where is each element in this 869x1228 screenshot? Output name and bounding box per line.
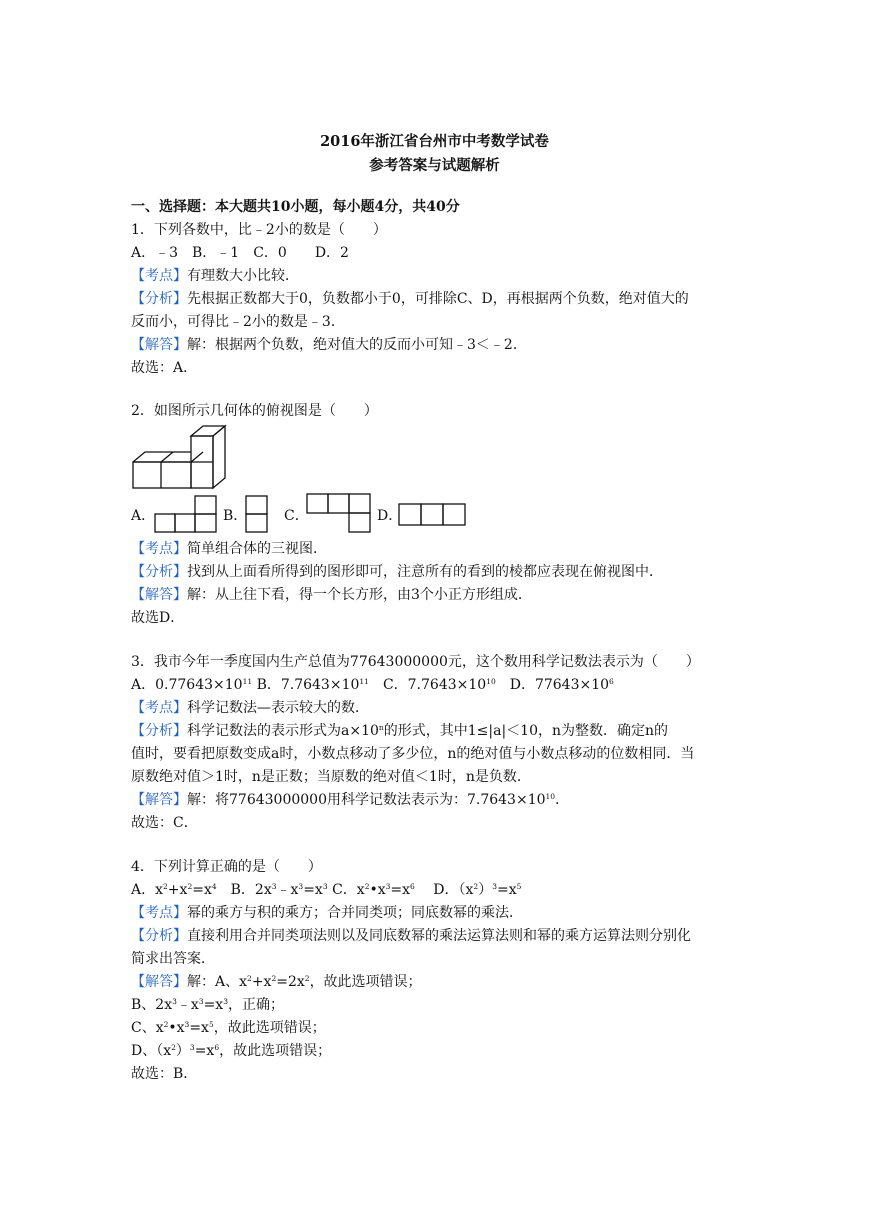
q3-fenxi-text-3: 原数绝对值＞1时，n是正数；当原数的绝对值＜1时，n是负数． [131, 769, 531, 785]
q1-jieda-text: 解：根据两个负数，绝对值大的反而小可知﹣3＜﹣2． [187, 337, 527, 353]
q4-line-d: D、$(x^2)^3=x^6$，故此选项错误； [131, 1043, 332, 1059]
q4-line-b-suffix: ，正确； [227, 997, 284, 1013]
q1-jieda [131, 336, 527, 354]
q4-stem: 4．下列计算正确的是（ ） [131, 859, 322, 875]
q3-fenxi-text-1b: 的形式，其中1≤|a|＜10，n为整数．确定n的 [383, 723, 669, 739]
q3-option-b: B．7.7643×10 [256, 677, 360, 693]
q4-options: A．$x^2+x^2=x^4$ B．$2x^3﹣x^3=x^3$ C．$x^2•x^3=x^6$ D．$(x^2)^3=x^5$ [131, 882, 522, 898]
q3-kaodian [131, 699, 369, 717]
fenxi-label: 【分析】 [131, 291, 187, 307]
q4-line-d-suffix: ，故此选项错误； [219, 1043, 332, 1059]
q4-kaodian-text: 幂的乘方与积的乘方；合并同类项；同底数幂的乘法． [187, 905, 523, 921]
q3-options [131, 676, 614, 694]
q1-kaodian-text: 有理数大小比较． [187, 268, 299, 284]
q2-kaodian [131, 540, 327, 558]
q1-fenxi [131, 290, 689, 308]
q1-fenxi-text-1: 先根据正数都大于0，负数都小于0，可排除C、D，再根据两个负数，绝对值大的 [187, 291, 689, 307]
q3-answer: 故选：C． [131, 815, 198, 831]
q2-solid-figure [131, 424, 231, 490]
q2-option-d-label: D． [377, 508, 403, 524]
q2-option-b-label: B． [223, 508, 248, 524]
q2-option-c-label: C． [284, 508, 309, 524]
q2-answer: 故选D． [131, 610, 185, 626]
doc-subtitle: 参考答案与试题解析 [369, 157, 500, 174]
fenxi-label: 【分析】 [131, 723, 187, 739]
fenxi-label: 【分析】 [131, 928, 187, 944]
q2-jieda-text: 解：从上往下看，得一个长方形，由3个小正方形组成． [187, 587, 532, 603]
q4-line-b: B、$2x^3﹣x^3=x^3$，正确； [131, 997, 284, 1013]
q3-jieda-text: 解：将77643000000用科学记数法表示为：7.7643×10 [187, 792, 546, 808]
q2-fenxi-text: 找到从上面看所得到的图形即可，注意所有的看到的棱都应表现在俯视图中． [187, 564, 663, 580]
section-heading: 一、选择题：本大题共10小题，每小题4分，共40分 [131, 199, 460, 215]
q2-option-b-figure [245, 494, 269, 534]
q4-line-c: C、$x^2•x^3=x^5$，故此选项错误； [131, 1020, 326, 1036]
jieda-label: 【解答】 [131, 974, 187, 990]
q3-option-a-exponent: 11 [242, 677, 253, 686]
q2-option-c-figure [306, 492, 372, 534]
q4-jieda-a-suffix: ，故此选项错误； [309, 974, 422, 990]
q2-stem: 2．如图所示几何体的俯视图是（ ） [131, 403, 378, 419]
q3-jieda-exponent: 10 [545, 792, 556, 801]
q2-jieda [131, 586, 532, 604]
q2-option-a-figure [154, 494, 218, 534]
kaodian-label: 【考点】 [131, 700, 187, 716]
q1-fenxi-text-2: 反而小，可得比﹣2小的数是﹣3． [131, 314, 345, 330]
q3-jieda [131, 791, 569, 809]
q2-kaodian-text: 简单组合体的三视图． [187, 541, 327, 557]
q1-options: A．﹣3 B．﹣1 C．0 D．2 [131, 245, 349, 261]
q4-jieda: 【解答】解：A、$x^2+x^2=2x^2$，故此选项错误； [131, 974, 422, 990]
jieda-label: 【解答】 [131, 337, 187, 353]
q4-fenxi-text-1: 直接利用合并同类项法则以及同底数幂的乘法运算法则和幂的乘方运算法则分别化 [187, 928, 691, 944]
kaodian-label: 【考点】 [131, 905, 187, 921]
q1-answer: 故选：A． [131, 360, 198, 376]
q3-option-d: D．77643×10 [509, 677, 610, 693]
q3-fenxi [131, 722, 668, 740]
fenxi-label: 【分析】 [131, 564, 187, 580]
jieda-label: 【解答】 [131, 792, 187, 808]
q3-kaodian-text: 科学记数法—表示较大的数． [187, 700, 369, 716]
q3-fenxi-exponent: n [378, 723, 384, 732]
q4-kaodian [131, 904, 523, 922]
q4-fenxi [131, 927, 691, 945]
q4-jieda-prefix: 解：A、 [187, 974, 240, 990]
q4-line-c-suffix: ，故此选项错误； [213, 1020, 326, 1036]
q3-fenxi-text-1a: 科学记数法的表示形式为a×10 [187, 723, 379, 739]
q3-jieda-end: ． [555, 792, 570, 808]
q4-answer: 故选：B． [131, 1066, 198, 1082]
jieda-label: 【解答】 [131, 587, 187, 603]
q3-option-a: A．0.77643×10 [131, 677, 243, 693]
q1-stem: 1．下列各数中，比﹣2小的数是（ ） [131, 222, 387, 238]
q3-option-c: C．7.7643×10 [382, 677, 487, 693]
q3-stem: 3．我市今年一季度国内生产总值为77643000000元，这个数用科学记数法表示为（ ） [131, 654, 700, 670]
kaodian-label: 【考点】 [131, 268, 187, 284]
kaodian-label: 【考点】 [131, 541, 187, 557]
q3-fenxi-text-2: 值时，要看把原数变成a时，小数点移动了多少位，n的绝对值与小数点移动的位数相同．当 [131, 746, 695, 762]
q4-fenxi-text-2: 简求出答案． [131, 951, 215, 967]
q2-fenxi [131, 563, 663, 581]
q2-option-a-label: A． [131, 508, 156, 524]
q3-option-c-exponent: 10 [486, 677, 496, 686]
q3-option-b-exponent: 11 [359, 677, 369, 686]
q2-option-d-figure [398, 502, 468, 528]
q1-kaodian [131, 267, 299, 285]
q3-option-d-exponent: 6 [609, 677, 614, 686]
doc-title: 2016年浙江省台州市中考数学试卷 [320, 133, 549, 150]
